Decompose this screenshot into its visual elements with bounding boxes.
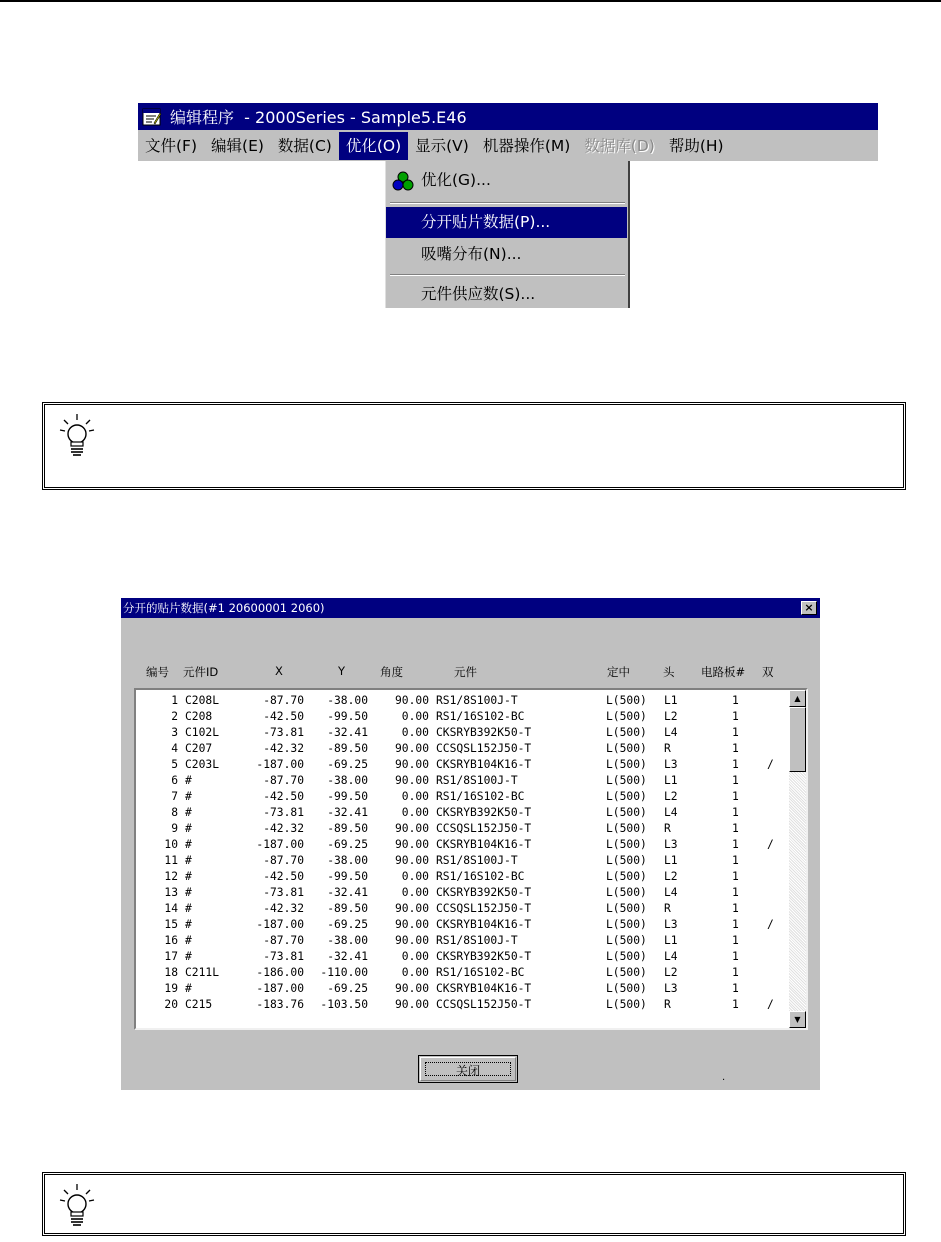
cell-part: RS1/16S102-BC [436, 870, 525, 883]
cell-part: CKSRYB392K50-T [436, 726, 532, 739]
menu-data[interactable]: 数据(C) [277, 136, 332, 155]
dialog-close-icon[interactable]: × [801, 601, 817, 615]
optimize-icon [392, 171, 414, 191]
cell-angle: 0.00 [401, 806, 429, 819]
cell-y: -32.41 [327, 950, 368, 963]
cell-angle: 90.00 [394, 774, 429, 787]
page-top-rule [0, 0, 941, 2]
cell-y: -99.50 [327, 870, 368, 883]
dropdown-item-part-supply-count[interactable]: 元件供应数(S)... [421, 285, 536, 303]
cell-angle: 90.00 [394, 998, 429, 1011]
cell-part-id: C203L [185, 758, 220, 771]
cell-part-id: # [185, 774, 192, 787]
cell-board: 1 [732, 950, 739, 963]
cell-y: -103.50 [320, 998, 368, 1011]
cell-centering: L(500) [606, 918, 647, 931]
column-header-angle: 角度 [380, 665, 403, 679]
cell-part-id: # [185, 822, 192, 835]
cell-board: 1 [732, 934, 739, 947]
cell-angle: 90.00 [394, 854, 429, 867]
cell-no: 18 [164, 966, 178, 979]
cell-y: -69.25 [327, 838, 368, 851]
cell-no: 1 [171, 694, 178, 707]
dialog-title: 分开的贴片数据(#1 20600001 2060) [121, 598, 820, 618]
cell-y: -38.00 [327, 934, 368, 947]
cell-part-id: C207 [185, 742, 213, 755]
column-header-no: 编号 [146, 665, 169, 679]
cell-no: 13 [164, 886, 178, 899]
cell-x: -187.00 [256, 918, 304, 931]
cell-no: 17 [164, 950, 178, 963]
column-header-board: 电路板# [701, 665, 746, 679]
cell-head: L4 [664, 726, 678, 739]
cell-part-id: # [185, 854, 192, 867]
cell-board: 1 [732, 758, 739, 771]
cell-dual: / [767, 838, 774, 851]
cell-centering: L(500) [606, 854, 647, 867]
cell-head: L3 [664, 838, 678, 851]
column-header-part-id: 元件ID [183, 665, 219, 679]
cell-board: 1 [732, 966, 739, 979]
menubar [138, 130, 878, 161]
cell-head: L2 [664, 870, 678, 883]
cell-angle: 0.00 [401, 870, 429, 883]
cell-board: 1 [732, 982, 739, 995]
cell-dual: / [767, 918, 774, 931]
cell-angle: 90.00 [394, 982, 429, 995]
cell-head: L3 [664, 758, 678, 771]
column-header-dual: 双 [762, 665, 774, 679]
cell-y: -38.00 [327, 694, 368, 707]
cell-y: -32.41 [327, 806, 368, 819]
cell-angle: 90.00 [394, 694, 429, 707]
cell-head: L4 [664, 950, 678, 963]
lightbulb-icon [59, 413, 95, 459]
cell-angle: 90.00 [394, 822, 429, 835]
column-header-x: X [275, 664, 283, 678]
cell-part: CCSQSL152J50-T [436, 998, 532, 1011]
column-header-head: 头 [663, 665, 675, 679]
cell-x: -42.50 [263, 790, 304, 803]
cell-x: -87.70 [263, 934, 304, 947]
cell-centering: L(500) [606, 806, 647, 819]
cell-part: CKSRYB104K16-T [436, 758, 532, 771]
cell-angle: 0.00 [401, 710, 429, 723]
cell-head: L1 [664, 694, 678, 707]
cell-board: 1 [732, 726, 739, 739]
menu-screenshot [138, 103, 878, 308]
vertical-scrollbar[interactable] [789, 690, 806, 1028]
cell-part: CKSRYB104K16-T [436, 982, 532, 995]
cell-no: 9 [171, 822, 178, 835]
window-title: 编辑程序 - 2000Series - Sample5.E46 [170, 108, 467, 127]
cell-head: L2 [664, 710, 678, 723]
mount-data-list[interactable] [134, 688, 808, 1030]
cell-part-id: # [185, 902, 192, 915]
cell-centering: L(500) [606, 982, 647, 995]
cell-board: 1 [732, 790, 739, 803]
dropdown-separator [390, 202, 625, 204]
cell-angle: 0.00 [401, 950, 429, 963]
cell-part-id: # [185, 982, 192, 995]
cell-part: RS1/8S100J-T [436, 774, 518, 787]
cell-angle: 90.00 [394, 918, 429, 931]
cell-no: 16 [164, 934, 178, 947]
cell-centering: L(500) [606, 998, 647, 1011]
cell-y: -69.25 [327, 758, 368, 771]
cell-head: R [664, 742, 671, 755]
cell-centering: L(500) [606, 886, 647, 899]
cell-no: 14 [164, 902, 178, 915]
dropdown-item-split-mount-data[interactable]: 分开贴片数据(P)... [386, 207, 627, 238]
menu-machine-ops[interactable]: 机器操作(M) [482, 136, 571, 155]
cell-part-id: C102L [185, 726, 220, 739]
cell-x: -42.32 [263, 822, 304, 835]
cell-board: 1 [732, 854, 739, 867]
cell-centering: L(500) [606, 694, 647, 707]
cell-angle: 0.00 [401, 966, 429, 979]
cell-x: -73.81 [263, 886, 304, 899]
cell-part: CKSRYB392K50-T [436, 886, 532, 899]
cell-no: 4 [171, 742, 178, 755]
cell-part-id: C215 [185, 998, 213, 1011]
cell-board: 1 [732, 838, 739, 851]
cell-part-id: # [185, 806, 192, 819]
cell-no: 20 [164, 998, 178, 1011]
cell-board: 1 [732, 710, 739, 723]
menu-optimize[interactable]: 优化(O) [339, 132, 408, 160]
cell-y: -69.25 [327, 982, 368, 995]
split-mount-data-dialog [121, 598, 820, 1090]
cell-no: 2 [171, 710, 178, 723]
cell-board: 1 [732, 774, 739, 787]
cell-x: -187.00 [256, 758, 304, 771]
column-header-centering: 定中 [607, 665, 630, 679]
dropdown-item-optimize[interactable] [386, 165, 627, 196]
cell-x: -186.00 [256, 966, 304, 979]
cell-part: CKSRYB392K50-T [436, 806, 532, 819]
cell-part-id: C208 [185, 710, 213, 723]
optimize-dropdown [385, 161, 630, 308]
cell-centering: L(500) [606, 790, 647, 803]
cell-part-id: # [185, 934, 192, 947]
cell-board: 1 [732, 822, 739, 835]
dropdown-separator [390, 274, 625, 276]
cell-y: -89.50 [327, 902, 368, 915]
cell-x: -42.32 [263, 902, 304, 915]
cell-y: -69.25 [327, 918, 368, 931]
cell-head: R [664, 902, 671, 915]
menu-file[interactable]: 文件(F) [145, 136, 198, 155]
cell-y: -89.50 [327, 822, 368, 835]
cell-part: CKSRYB104K16-T [436, 838, 532, 851]
cell-angle: 0.00 [401, 790, 429, 803]
cell-y: -32.41 [327, 726, 368, 739]
cell-angle: 0.00 [401, 726, 429, 739]
cell-no: 10 [164, 838, 178, 851]
cell-angle: 0.00 [401, 886, 429, 899]
cell-centering: L(500) [606, 838, 647, 851]
cell-x: -187.00 [256, 838, 304, 851]
window-titlebar [138, 103, 878, 130]
cell-centering: L(500) [606, 950, 647, 963]
cell-no: 7 [171, 790, 178, 803]
cell-no: 3 [171, 726, 178, 739]
cell-board: 1 [732, 870, 739, 883]
tip-box [42, 402, 906, 490]
cell-y: -110.00 [320, 966, 368, 979]
cell-head: R [664, 998, 671, 1011]
cell-head: L1 [664, 774, 678, 787]
dropdown-item-nozzle-distribution[interactable]: 吸嘴分布(N)... [421, 245, 522, 263]
cell-part: CKSRYB104K16-T [436, 918, 532, 931]
scroll-up-icon[interactable]: ▲ [789, 690, 806, 707]
cell-part: RS1/16S102-BC [436, 966, 525, 979]
cell-dual: / [767, 758, 774, 771]
cell-centering: L(500) [606, 758, 647, 771]
cell-part: CCSQSL152J50-T [436, 742, 532, 755]
cell-y: -89.50 [327, 742, 368, 755]
cell-x: -73.81 [263, 806, 304, 819]
cell-x: -73.81 [263, 726, 304, 739]
cell-x: -87.70 [263, 854, 304, 867]
cell-y: -38.00 [327, 854, 368, 867]
cell-y: -38.00 [327, 774, 368, 787]
cell-x: -42.32 [263, 742, 304, 755]
cell-part-id: C208L [185, 694, 220, 707]
cell-y: -32.41 [327, 886, 368, 899]
column-header-part: 元件 [454, 665, 477, 679]
column-header-y: Y [338, 664, 346, 678]
menu-database: 数据库(D) [584, 136, 655, 155]
cell-x: -183.76 [256, 998, 304, 1011]
cell-x: -42.50 [263, 710, 304, 723]
cell-head: L2 [664, 790, 678, 803]
cell-part-id: # [185, 838, 192, 851]
cell-head: L3 [664, 982, 678, 995]
cell-board: 1 [732, 742, 739, 755]
close-button[interactable] [418, 1055, 518, 1083]
cell-x: -42.50 [263, 870, 304, 883]
cell-no: 5 [171, 758, 178, 771]
cell-x: -87.70 [263, 774, 304, 787]
cell-head: L2 [664, 966, 678, 979]
cell-dual: / [767, 998, 774, 1011]
cell-y: -99.50 [327, 710, 368, 723]
cell-no: 19 [164, 982, 178, 995]
cell-head: L3 [664, 918, 678, 931]
scroll-down-icon[interactable]: ▼ [789, 1011, 806, 1028]
cell-centering: L(500) [606, 822, 647, 835]
cell-x: -73.81 [263, 950, 304, 963]
cell-centering: L(500) [606, 726, 647, 739]
cell-part: RS1/8S100J-T [436, 694, 518, 707]
cell-head: L1 [664, 934, 678, 947]
cell-centering: L(500) [606, 742, 647, 755]
lightbulb-icon [59, 1183, 95, 1229]
cell-angle: 90.00 [394, 742, 429, 755]
cell-angle: 90.00 [394, 934, 429, 947]
cell-x: -87.70 [263, 694, 304, 707]
cell-no: 6 [171, 774, 178, 787]
app-icon [142, 108, 162, 126]
cell-part: CCSQSL152J50-T [436, 902, 532, 915]
cell-no: 12 [164, 870, 178, 883]
cell-centering: L(500) [606, 774, 647, 787]
cell-angle: 90.00 [394, 758, 429, 771]
scrollbar-thumb[interactable] [789, 707, 806, 772]
cell-board: 1 [732, 806, 739, 819]
cell-x: -187.00 [256, 982, 304, 995]
cell-centering: L(500) [606, 934, 647, 947]
cell-angle: 90.00 [394, 838, 429, 851]
cell-no: 8 [171, 806, 178, 819]
cell-part: RS1/16S102-BC [436, 790, 525, 803]
cell-part: RS1/16S102-BC [436, 710, 525, 723]
menu-edit[interactable]: 编辑(E) [211, 136, 264, 155]
cell-part: CCSQSL152J50-T [436, 822, 532, 835]
tip-box [42, 1172, 906, 1236]
cell-part: RS1/8S100J-T [436, 854, 518, 867]
cell-y: -99.50 [327, 790, 368, 803]
cell-centering: L(500) [606, 710, 647, 723]
cell-centering: L(500) [606, 966, 647, 979]
cell-part-id: C211L [185, 966, 220, 979]
cell-head: L4 [664, 886, 678, 899]
cell-board: 1 [732, 886, 739, 899]
dropdown-item-optimize-label: 优化(G)... [421, 171, 491, 189]
cell-part-id: # [185, 886, 192, 899]
cell-head: R [664, 822, 671, 835]
menu-help[interactable]: 帮助(H) [668, 136, 724, 155]
cell-centering: L(500) [606, 870, 647, 883]
cell-part: RS1/8S100J-T [436, 934, 518, 947]
status-dot: . [722, 1072, 726, 1083]
cell-board: 1 [732, 918, 739, 931]
menu-view[interactable]: 显示(V) [415, 136, 469, 155]
close-button-label: 关闭 [425, 1062, 511, 1076]
close-button-bevel [420, 1057, 516, 1081]
cell-part-id: # [185, 950, 192, 963]
cell-part-id: # [185, 918, 192, 931]
cell-no: 15 [164, 918, 178, 931]
cell-part-id: # [185, 790, 192, 803]
cell-part-id: # [185, 870, 192, 883]
cell-head: L4 [664, 806, 678, 819]
cell-part: CKSRYB392K50-T [436, 950, 532, 963]
cell-board: 1 [732, 694, 739, 707]
cell-no: 11 [164, 854, 178, 867]
cell-angle: 90.00 [394, 902, 429, 915]
cell-board: 1 [732, 902, 739, 915]
cell-head: L1 [664, 854, 678, 867]
cell-centering: L(500) [606, 902, 647, 915]
cell-board: 1 [732, 998, 739, 1011]
